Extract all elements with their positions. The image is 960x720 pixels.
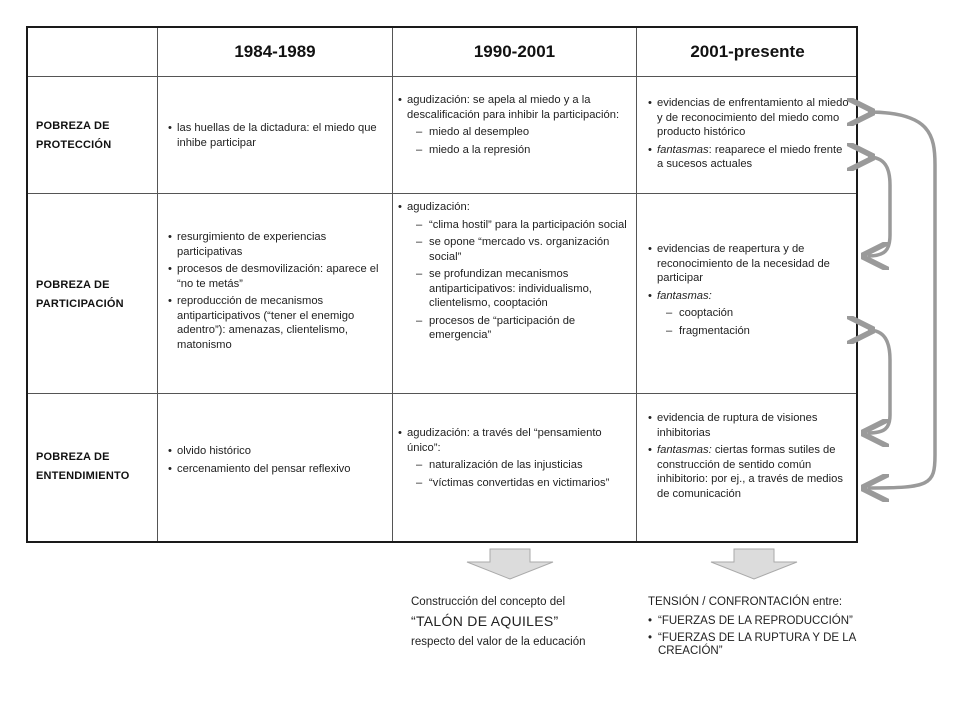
list-item: • evidencias de enfrentamiento al miedo y de reconocimiento del miedo como producto histórico xyxy=(648,96,850,140)
list-subitem: – fragmentación xyxy=(648,324,850,339)
list-item: • evidencia de ruptura de visiones inhibitorias xyxy=(648,411,850,440)
tension-title: TENSIÓN / CONFRONTACIÓN entre: xyxy=(648,596,843,608)
forces-item xyxy=(648,632,898,658)
bullet-icon: • xyxy=(648,632,653,644)
conclusion-left-line1: Construcción del concepto del xyxy=(411,596,566,608)
list-item: • procesos de desmovilización: aparece el “no te metás” xyxy=(168,262,382,291)
list-subitem: – naturalización de las injusticias xyxy=(398,458,630,473)
list-item: • evidencias de reapertura y de reconocimiento de la necesidad de participar xyxy=(648,242,850,286)
row-label-participacion: POBREZA DE PARTICIPACIÓN xyxy=(36,279,124,310)
list-item: • las huellas de la dictadura: el miedo que inhibe participar xyxy=(168,121,382,150)
list-item: • reproducción de mecanismos antiparticipativos (“tener el enemigo adentro”): amenazas, clientelismo, matonismo xyxy=(168,294,382,352)
talon-de-aquiles-label: “TALÓN DE AQUILES” xyxy=(411,613,559,629)
header-period-1: 1984-1989 xyxy=(234,42,316,61)
list-subitem: – miedo al desempleo xyxy=(398,125,630,140)
fantasmas-label: fantasmas: xyxy=(657,444,712,456)
fantasmas-label: fantasmas xyxy=(657,143,709,156)
list-subitem: – procesos de “participación de emergencia” xyxy=(398,314,630,343)
list-item: • olvido histórico xyxy=(168,444,382,459)
down-arrow-left xyxy=(467,549,553,579)
list-item-text: : reaparece el miedo frente a sucesos actuales xyxy=(657,143,843,170)
header-period-2: 1990-2001 xyxy=(473,42,556,61)
list-subitem: – “clima hostil” para la participación social xyxy=(398,218,630,233)
list-item-text: ciertas formas sutiles de construcción de sentido común inhibitorio: por ej., a través de medios de comunicación xyxy=(657,444,843,500)
row-label-proteccion: POBREZA DE PROTECCIÓN xyxy=(36,120,112,151)
list-subitem: – cooptación xyxy=(648,306,850,321)
conclusion-left-line3: respecto del valor de la educación xyxy=(411,636,586,648)
list-item: • agudización: a través del “pensamiento único”: xyxy=(398,426,630,455)
list-subitem: – se opone “mercado vs. organización social” xyxy=(398,235,630,264)
conclusion-left xyxy=(411,594,626,650)
list-item: • agudización: xyxy=(398,200,630,215)
bullet-icon: • xyxy=(648,615,653,627)
list-item: • agudización: se apela al miedo y a la descalificación para inhibir la participación: xyxy=(398,93,630,122)
forces-item xyxy=(648,615,898,628)
down-arrow-right xyxy=(711,549,797,579)
header-period-3: 2001-presente xyxy=(690,42,805,61)
list-item: • resurgimiento de experiencias participativas xyxy=(168,230,382,259)
list-subitem: – “víctimas convertidas en victimarios” xyxy=(398,476,630,491)
conclusion-right xyxy=(648,594,898,658)
forces-item-text: “FUERZAS DE LA RUPTURA Y DE LA CREACIÓN” xyxy=(658,632,856,657)
list-item: • cercenamiento del pensar reflexivo xyxy=(168,462,382,477)
forces-item-text: “FUERZAS DE LA REPRODUCCIÓN” xyxy=(658,615,853,627)
row-label-entendimiento: POBREZA DE ENTENDIMIENTO xyxy=(36,451,130,482)
list-subitem: – se profundizan mecanismos antiparticipativos: individualismo, clientelismo, cooptación xyxy=(398,267,630,311)
fantasmas-label: fantasmas: xyxy=(657,289,712,302)
list-subitem: – miedo a la represión xyxy=(398,143,630,158)
